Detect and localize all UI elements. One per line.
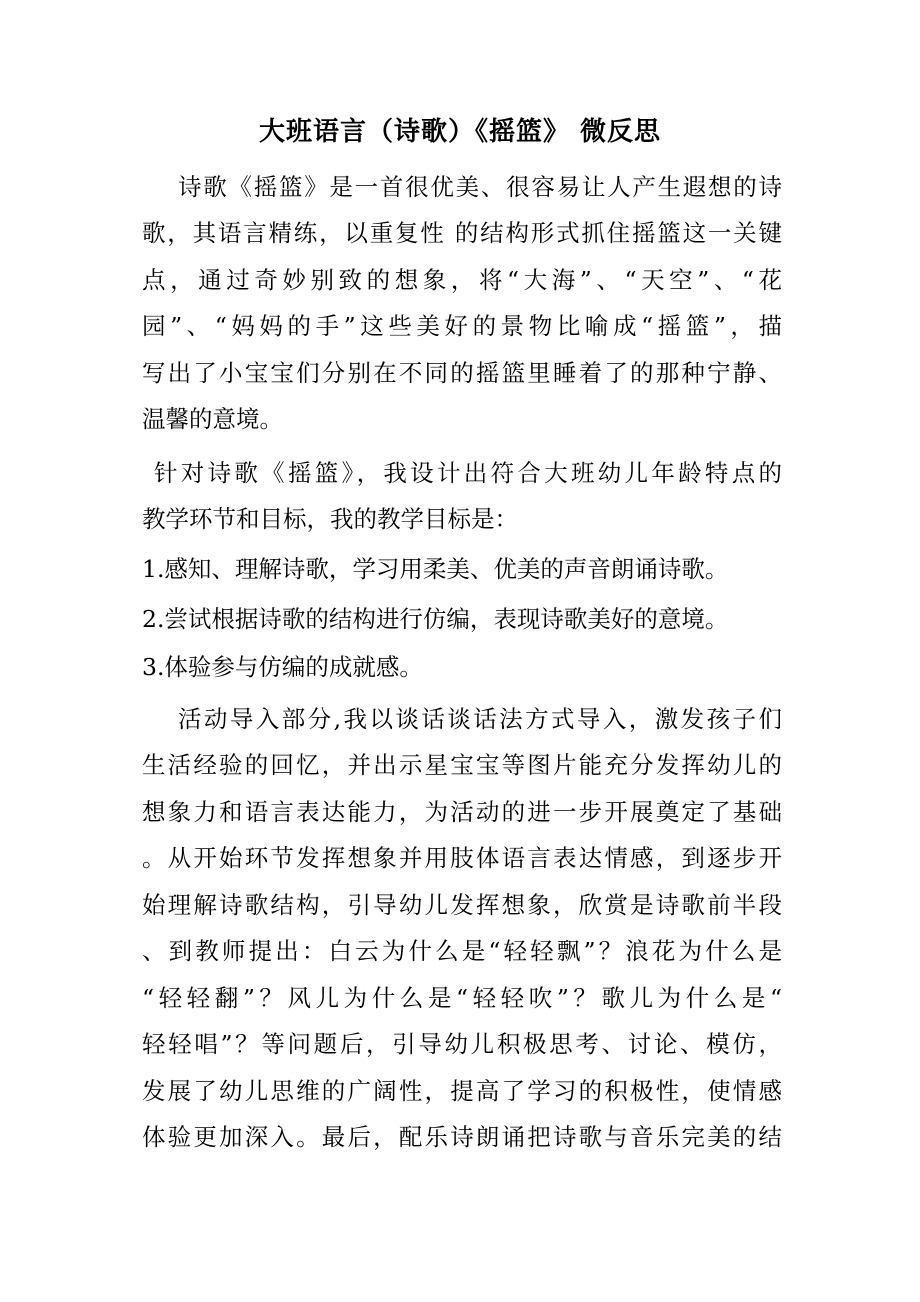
paragraph-line: 教学环节和目标，我的教学目标是： xyxy=(142,505,518,533)
goal-item: 1.感知、理解诗歌，学习用柔美、优美的声音朗诵诗歌。 xyxy=(142,555,729,583)
document-title: 大班语言（诗歌）《摇篮》 微反思 xyxy=(258,117,662,147)
paragraph-line: 发展了幼儿思维的广阔性，提高了学习的积极性，使情感 xyxy=(142,1077,782,1105)
paragraph-line: 始理解诗歌结构，引导幼儿发挥想象，欣赏是诗歌前半段 xyxy=(142,891,782,919)
paragraph-line: 歌，其语言精练，以重复性 的结构形式抓住摇篮这一关键 xyxy=(142,219,782,247)
paragraph-line: 写出了小宝宝们分别在不同的摇篮里睡着了的那种宁静、 xyxy=(142,359,782,387)
paragraph-line: 点，通过奇妙别致的想象，将“大海”、“天空”、“花 xyxy=(142,266,782,294)
paragraph-line: 体验更加深入。最后，配乐诗朗诵把诗歌与音乐完美的结 xyxy=(142,1123,782,1151)
paragraph-line: 、到教师提出：白云为什么是“轻轻飘”？浪花为什么是 xyxy=(142,937,782,965)
paragraph-line: 活动导入部分,我以谈话谈话法方式导入，激发孩子们 xyxy=(178,705,782,733)
paragraph-line: 。从开始环节发挥想象并用肢体语言表达情感，到逐步开 xyxy=(142,844,782,872)
paragraph-line: 想象力和语言表达能力，为活动的进一步开展奠定了基础 xyxy=(142,798,782,826)
goal-item: 3.体验参与仿编的成就感。 xyxy=(142,653,423,681)
paragraph-line: 针对诗歌《摇篮》，我设计出符合大班幼儿年龄特点的 xyxy=(154,459,782,487)
paragraph-line: 生活经验的回忆，并出示星宝宝等图片能充分发挥幼儿的 xyxy=(142,751,782,779)
paragraph-line: 温馨的意境。 xyxy=(142,405,283,433)
paragraph-line: 轻轻唱”？等问题后，引导幼儿积极思考、讨论、模仿， xyxy=(142,1030,782,1058)
goal-item: 2.尝试根据诗歌的结构进行仿编，表现诗歌美好的意境。 xyxy=(142,605,729,633)
paragraph-line: “轻轻翻”？风儿为什么是“轻轻吹”？歌儿为什么是“ xyxy=(142,984,782,1012)
paragraph-line: 诗歌《摇篮》是一首很优美、很容易让人产生遐想的诗 xyxy=(178,173,782,201)
paragraph-line: 园”、“妈妈的手”这些美好的景物比喻成“摇篮”，描 xyxy=(142,312,782,340)
